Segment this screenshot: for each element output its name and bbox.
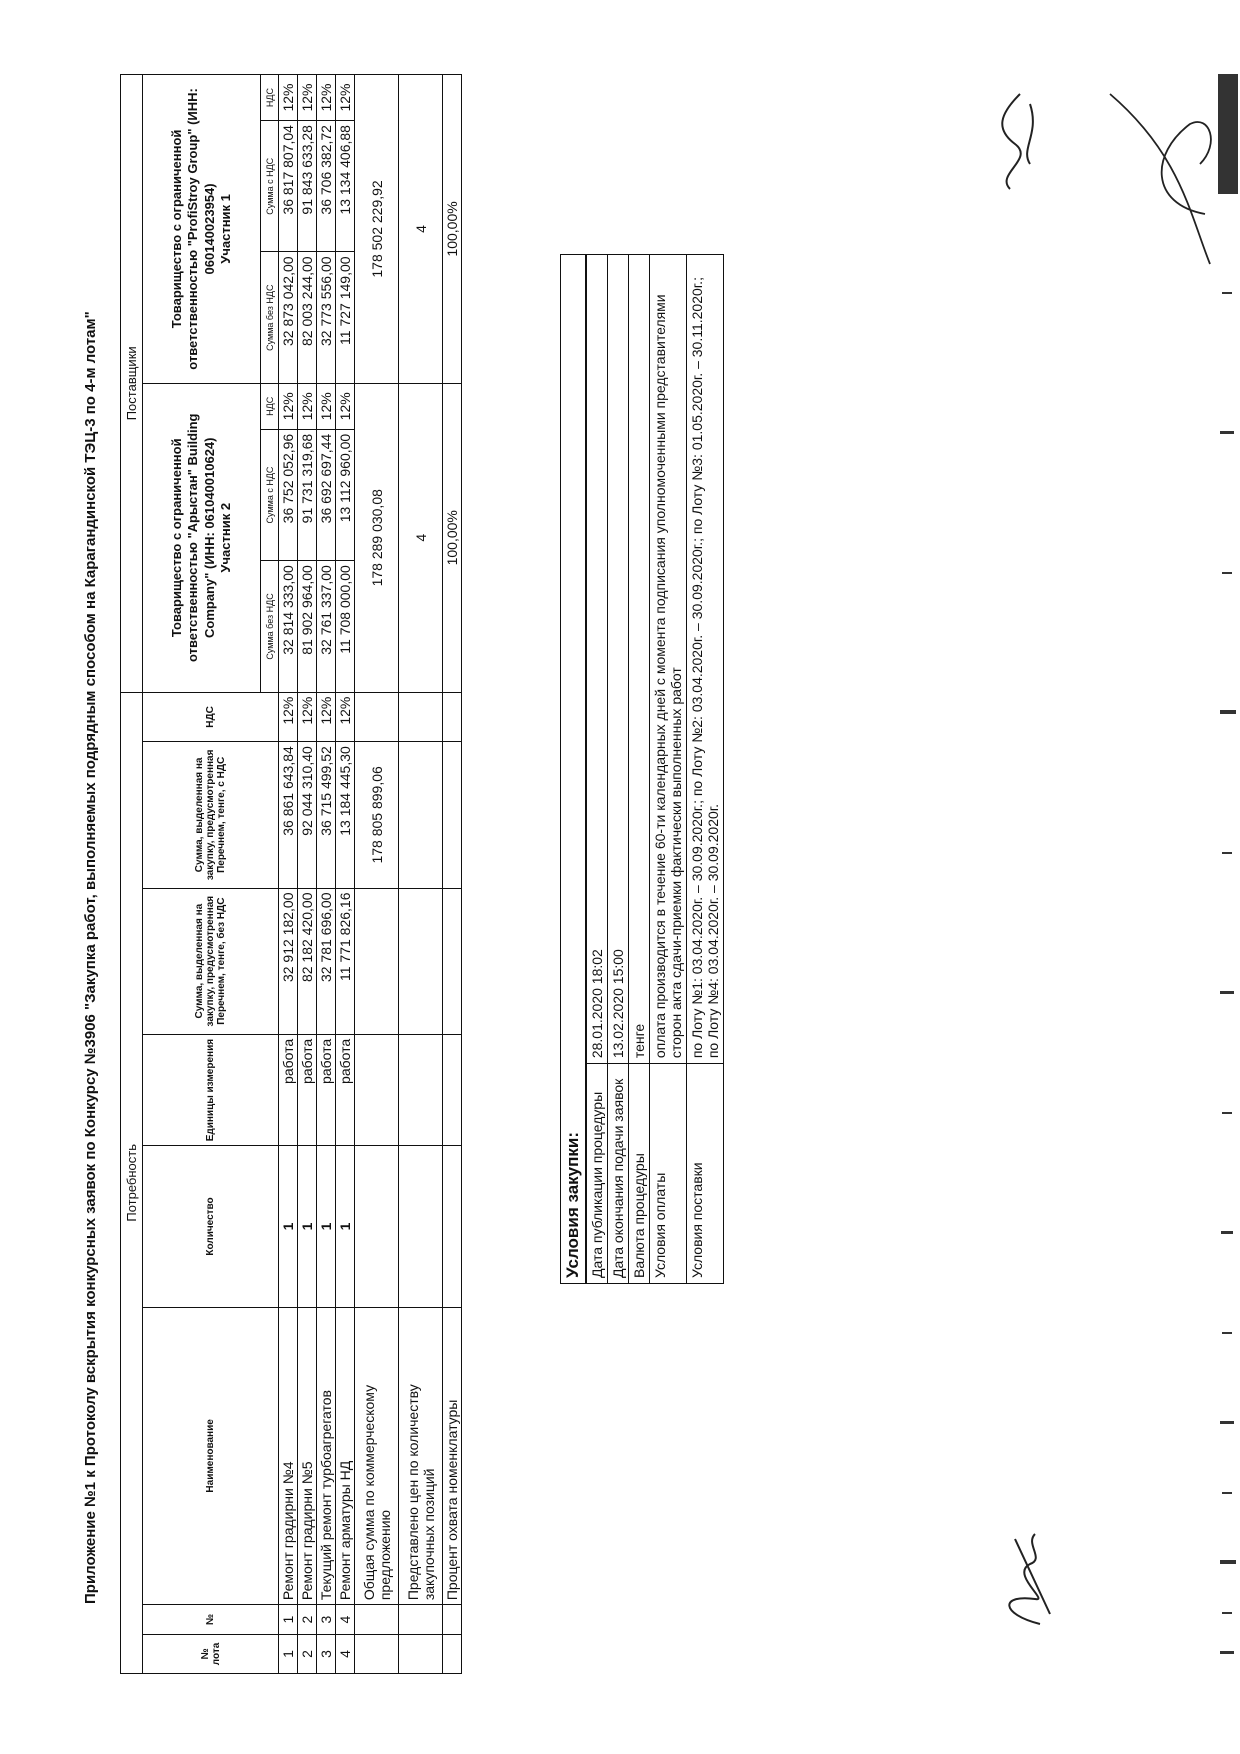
header-name: Наименование xyxy=(143,1307,279,1605)
condition-value: 28.01.2020 18:02 xyxy=(586,255,608,1064)
cell-lot: 4 xyxy=(336,1634,355,1673)
condition-value: 13.02.2020 15:00 xyxy=(608,255,629,1064)
cell-s2-no-vat: 81 902 964,00 xyxy=(298,561,317,692)
cell-sum-vat: 36 715 499,52 xyxy=(317,742,336,888)
cell-s2-vat: 36 692 697,44 xyxy=(317,429,336,560)
cell-s1-no-vat: 32 873 042,00 xyxy=(279,252,298,383)
cell-qty: 1 xyxy=(317,1146,336,1307)
cell-s1-nds: 12% xyxy=(336,75,355,121)
total-supplier2: 178 289 030,08 xyxy=(355,383,399,692)
conditions-row xyxy=(650,255,687,1284)
table-row xyxy=(298,75,317,1674)
cell-sum-no-vat: 32 781 696,00 xyxy=(317,888,336,1034)
supplier1-name: Товарищество с ограниченной ответственностью "ProfiStroy Group" (ИНН: 060140023954) xyxy=(169,88,217,370)
condition-value: тенге xyxy=(629,255,650,1064)
total-supplier1: 178 502 229,92 xyxy=(355,75,399,384)
coverage-label: Процент охвата номенклатуры xyxy=(443,1307,462,1605)
cell-qty: 1 xyxy=(336,1146,355,1307)
cell-no: 1 xyxy=(279,1605,298,1635)
cell-s2-vat: 91 731 319,68 xyxy=(298,429,317,560)
table-row xyxy=(279,75,298,1674)
cell-s1-vat: 91 843 633,28 xyxy=(298,121,317,252)
cell-s2-no-vat: 32 761 337,00 xyxy=(317,561,336,692)
signature-2 xyxy=(1090,74,1230,274)
conditions-row xyxy=(608,255,629,1284)
condition-label: Дата публикации процедуры xyxy=(586,1064,608,1284)
cell-vat: 12% xyxy=(317,692,336,742)
header-unit: Единицы измерения xyxy=(143,1034,279,1146)
coverage-supplier1: 100,00% xyxy=(443,75,462,384)
supplier2-col-no-vat: Сумма без НДС xyxy=(261,561,279,692)
group-need: Потребность xyxy=(121,692,143,1673)
cell-s1-vat: 13 134 406,88 xyxy=(336,121,355,252)
cell-s2-no-vat: 11 708 000,00 xyxy=(336,561,355,692)
cell-sum-vat: 36 861 643,84 xyxy=(279,742,298,888)
header-sum-vat: Сумма, выделенная на закупку, предусмотренная Перечнем, тенге, с НДС xyxy=(143,742,279,888)
positions-supplier2: 4 xyxy=(399,383,443,692)
total-label: Общая сумма по коммерческому предложению xyxy=(355,1307,399,1605)
supplier2-col-vat: Сумма с НДС xyxy=(261,429,279,560)
cell-s1-nds: 12% xyxy=(298,75,317,121)
scan-edge-marks xyxy=(1212,0,1240,1754)
total-row xyxy=(355,75,399,1674)
table-row xyxy=(336,75,355,1674)
supplier2-name: Товарищество с ограниченной ответственностью "Арыстан" Building Company" (ИНН: 061040010624) xyxy=(169,413,217,663)
cell-unit: работа xyxy=(279,1034,298,1146)
cell-qty: 1 xyxy=(298,1146,317,1307)
positions-row xyxy=(399,75,443,1674)
cell-lot: 2 xyxy=(298,1634,317,1673)
positions-supplier1: 4 xyxy=(399,75,443,384)
cell-s1-no-vat: 11 727 149,00 xyxy=(336,252,355,383)
cell-name: Ремонт градирни №5 xyxy=(298,1307,317,1605)
conditions-row xyxy=(629,255,650,1284)
header-qty: Количество xyxy=(143,1146,279,1307)
group-suppliers: Поставщики xyxy=(121,75,143,693)
cell-no: 3 xyxy=(317,1605,336,1635)
header-lot: № лота xyxy=(143,1634,279,1673)
cell-s2-nds: 12% xyxy=(317,383,336,429)
positions-label: Представлено цен по количеству закупочных позиций xyxy=(399,1307,443,1605)
condition-label: Условия поставки xyxy=(687,1064,724,1284)
signature-1 xyxy=(990,84,1050,194)
condition-label: Условия оплаты xyxy=(650,1064,687,1284)
supplier1-col-vat: Сумма с НДС xyxy=(261,121,279,252)
cell-unit: работа xyxy=(317,1034,336,1146)
cell-no: 2 xyxy=(298,1605,317,1635)
supplier1-header xyxy=(143,75,261,384)
cell-sum-vat: 13 184 445,30 xyxy=(336,742,355,888)
cell-unit: работа xyxy=(298,1034,317,1146)
condition-value: оплата производится в течение 60-ти календарных дней с момента подписания уполномоченными представителями сторон акта сдачи-приемки фактически выполненных работ xyxy=(650,255,687,1064)
header-vat: НДС xyxy=(143,692,279,742)
cell-sum-no-vat: 11 771 826,16 xyxy=(336,888,355,1034)
cell-vat: 12% xyxy=(279,692,298,742)
cell-vat: 12% xyxy=(298,692,317,742)
cell-s2-nds: 12% xyxy=(298,383,317,429)
supplier2-label: Участник 2 xyxy=(217,502,233,573)
cell-sum-no-vat: 82 182 420,00 xyxy=(298,888,317,1034)
supplier1-col-nds: НДС xyxy=(261,75,279,121)
page-title: Приложение №1 к Протоколу вскрытия конкурсных заявок по Конкурсу №3906 "Закупка работ, выполняемых подрядным способом на Карагандинской ТЭЦ-3 по 4-м лотам" xyxy=(82,311,99,1604)
cell-no: 4 xyxy=(336,1605,355,1635)
cell-s1-no-vat: 32 773 556,00 xyxy=(317,252,336,383)
condition-label: Дата окончания подачи заявок xyxy=(608,1064,629,1284)
cell-s1-vat: 36 706 382,72 xyxy=(317,121,336,252)
cell-s2-nds: 12% xyxy=(336,383,355,429)
condition-label: Валюта процедуры xyxy=(629,1064,650,1284)
cell-s1-vat: 36 817 807,04 xyxy=(279,121,298,252)
supplier2-col-nds: НДС xyxy=(261,383,279,429)
cell-s2-vat: 36 752 052,96 xyxy=(279,429,298,560)
cell-s1-nds: 12% xyxy=(279,75,298,121)
coverage-supplier2: 100,00% xyxy=(443,383,462,692)
header-sum-no-vat: Сумма, выделенная на закупку, предусмотренная Перечнем, тенге, без НДС xyxy=(143,888,279,1034)
supplier1-label: Участник 1 xyxy=(217,194,233,264)
cell-sum-no-vat: 32 912 182,00 xyxy=(279,888,298,1034)
supplier2-header xyxy=(143,383,261,692)
purchase-conditions xyxy=(560,254,724,1284)
header-no: № xyxy=(143,1605,279,1635)
coverage-row xyxy=(443,75,462,1674)
cell-name: Ремонт арматуры НД xyxy=(336,1307,355,1605)
table-row xyxy=(317,75,336,1674)
cell-qty: 1 xyxy=(279,1146,298,1307)
cell-name: Текущий ремонт турбоагрегатов xyxy=(317,1307,336,1605)
cell-name: Ремонт градирни №4 xyxy=(279,1307,298,1605)
conditions-row xyxy=(687,255,724,1284)
cell-unit: работа xyxy=(336,1034,355,1146)
bids-table xyxy=(120,74,462,1674)
cell-lot: 1 xyxy=(279,1634,298,1673)
cell-vat: 12% xyxy=(336,692,355,742)
cell-lot: 3 xyxy=(317,1634,336,1673)
cell-s1-no-vat: 82 003 244,00 xyxy=(298,252,317,383)
cell-sum-vat: 92 044 310,40 xyxy=(298,742,317,888)
total-need: 178 805 899,06 xyxy=(355,742,399,888)
signature-3 xyxy=(990,1524,1060,1634)
cell-s1-nds: 12% xyxy=(317,75,336,121)
condition-value: по Лоту №1: 03.04.2020г. – 30.09.2020г.; по Лоту №2: 03.04.2020г. – 30.09.2020г.; по Лоту №3: 01.05.2020г. – 30.11.2020г.; по Лоту №4: 03.04.2020г. – 30.09.2020г. xyxy=(687,255,724,1064)
supplier1-col-no-vat: Сумма без НДС xyxy=(261,252,279,383)
conditions-title: Условия закупки: xyxy=(561,255,587,1284)
cell-s2-vat: 13 112 960,00 xyxy=(336,429,355,560)
cell-s2-no-vat: 32 814 333,00 xyxy=(279,561,298,692)
cell-s2-nds: 12% xyxy=(279,383,298,429)
conditions-row xyxy=(586,255,608,1284)
